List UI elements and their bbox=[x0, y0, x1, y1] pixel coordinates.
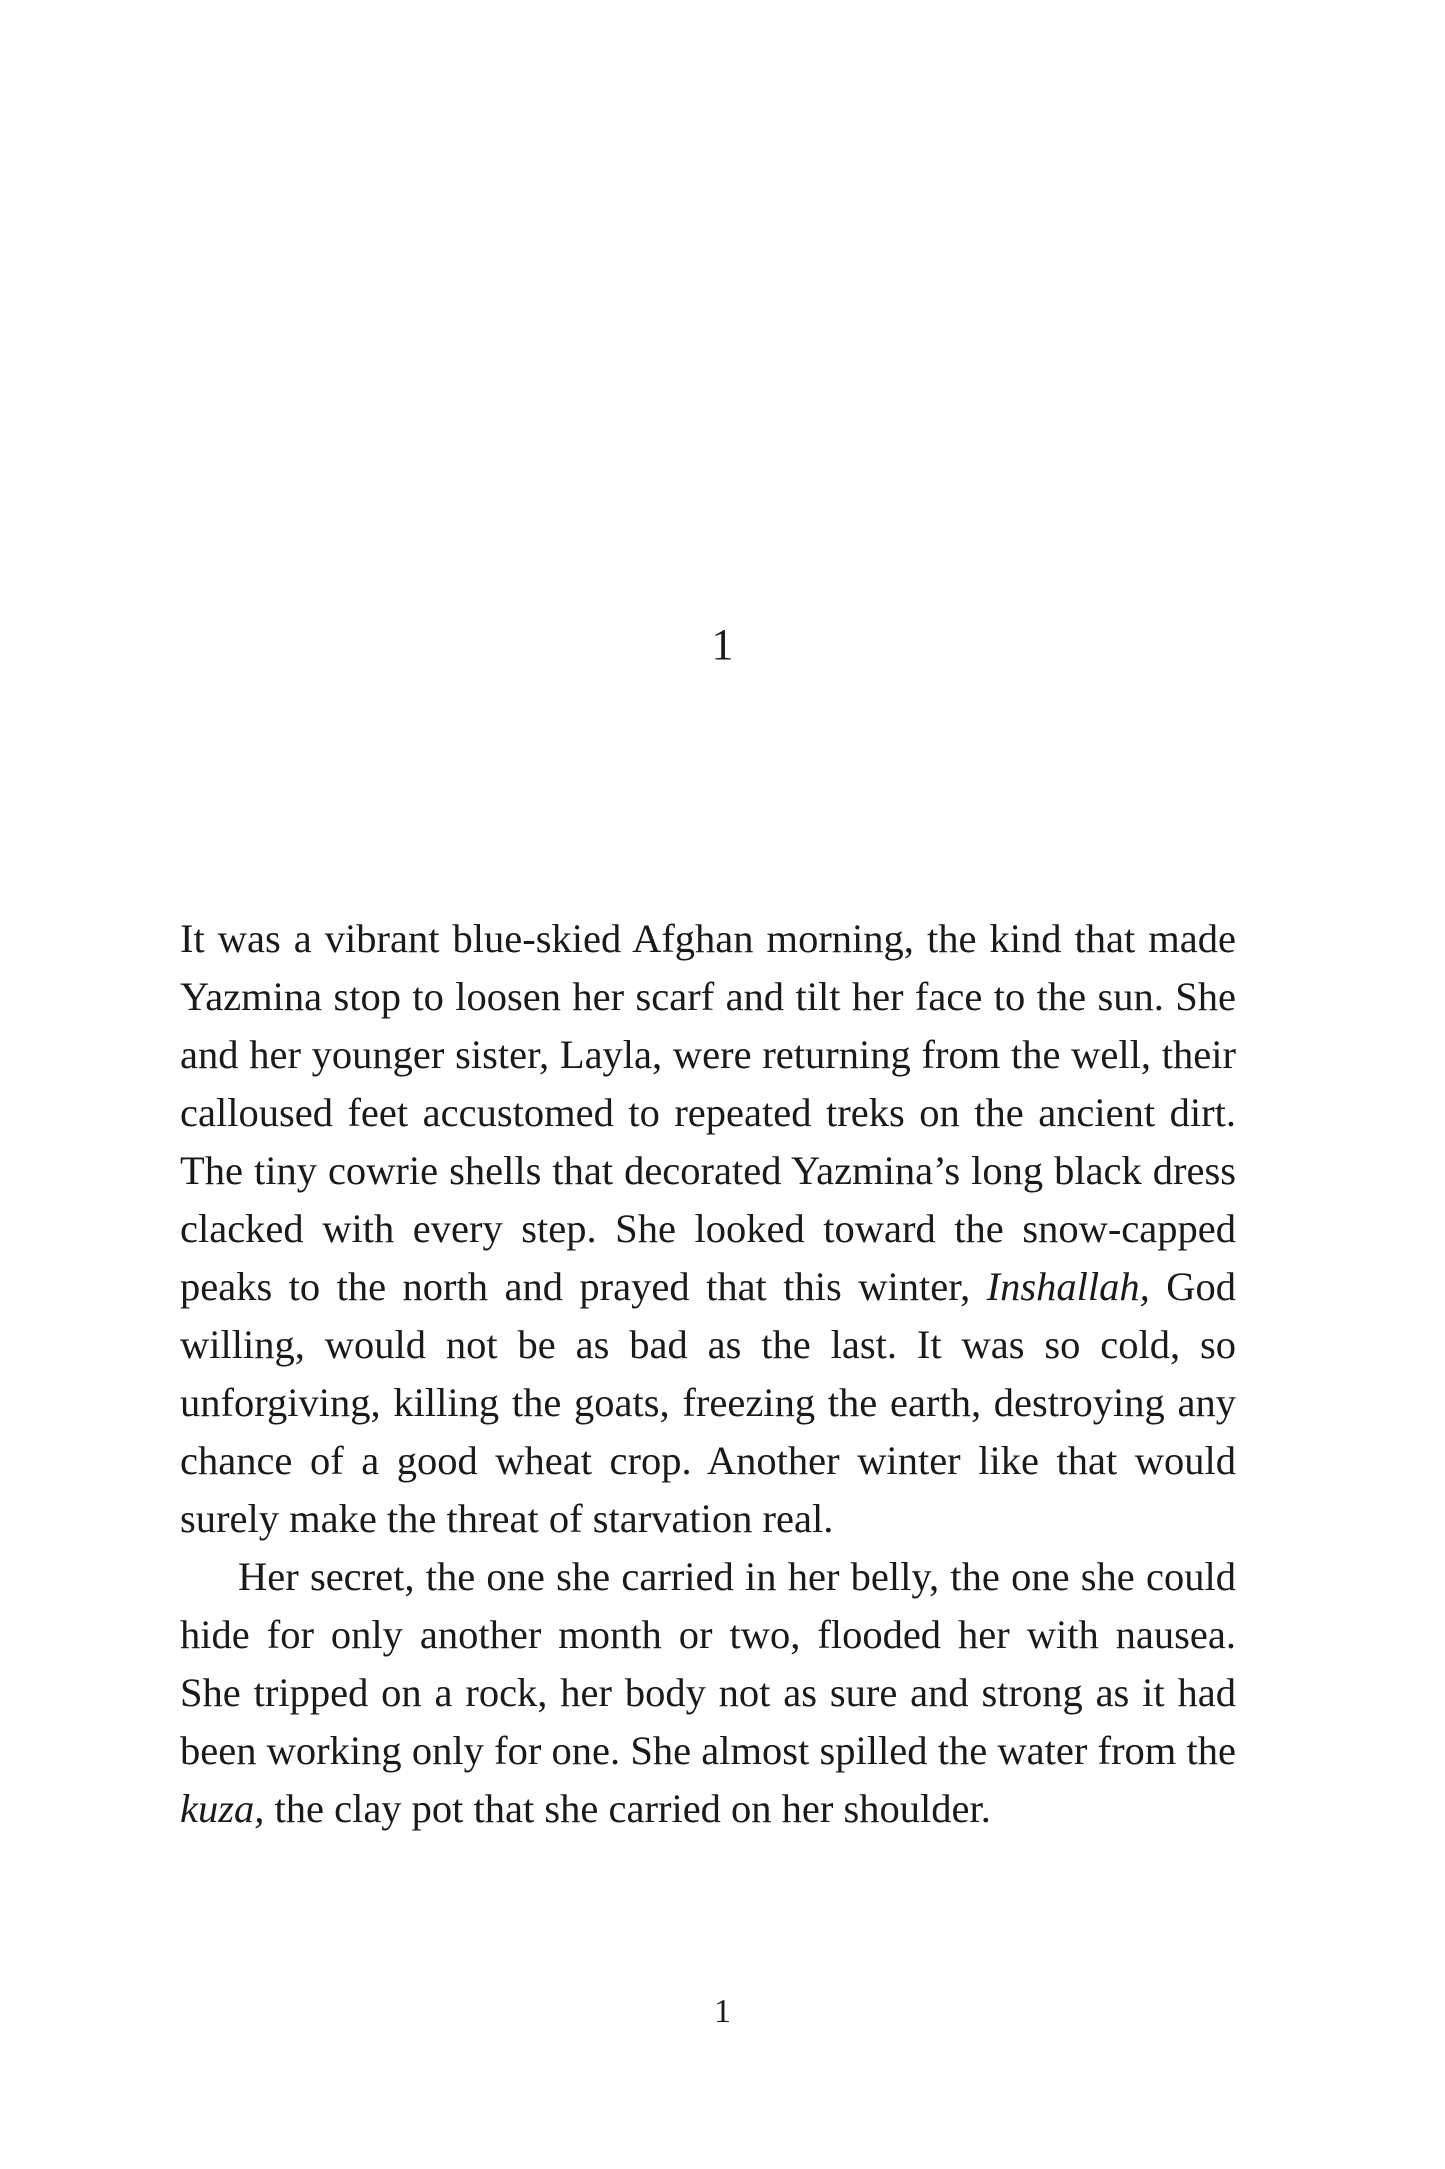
paragraph bbox=[180, 910, 1236, 1548]
text-segment: God willing, would not be as bad as the last. It was so cold, so unforgiving, killing the goats, freezing the earth, destroying any chance of a good wheat crop. Another winter like that would surely make the threat of starvation real. bbox=[180, 1264, 1236, 1541]
chapter-body bbox=[180, 910, 1236, 1838]
italic-term: kuza, bbox=[180, 1786, 265, 1831]
paragraph bbox=[180, 1548, 1236, 1838]
text-segment: the clay pot that she carried on her shoulder. bbox=[264, 1786, 991, 1831]
page-number: 1 bbox=[714, 1993, 731, 2030]
chapter-number: 1 bbox=[711, 620, 734, 669]
italic-term: Inshallah, bbox=[986, 1264, 1150, 1309]
text-segment: Her secret, the one she carried in her belly, the one she could hide for only another month or two, flooded her with nausea. She tripped on a rock, her body not as sure and strong as it had been working only for one. She almost spilled the water from the bbox=[180, 1554, 1236, 1773]
text-segment: It was a vibrant blue-skied Afghan morning, the kind that made Yazmina stop to loosen her scarf and tilt her face to the sun. She and her younger sister, Layla, were returning from the well, their calloused feet accustomed to repeated treks on the ancient dirt. The tiny cowrie shells that decorated Yazmina’s long black dress clacked with every step. She looked toward the snow-capped peaks to the north and prayed that this winter, bbox=[180, 916, 1236, 1309]
